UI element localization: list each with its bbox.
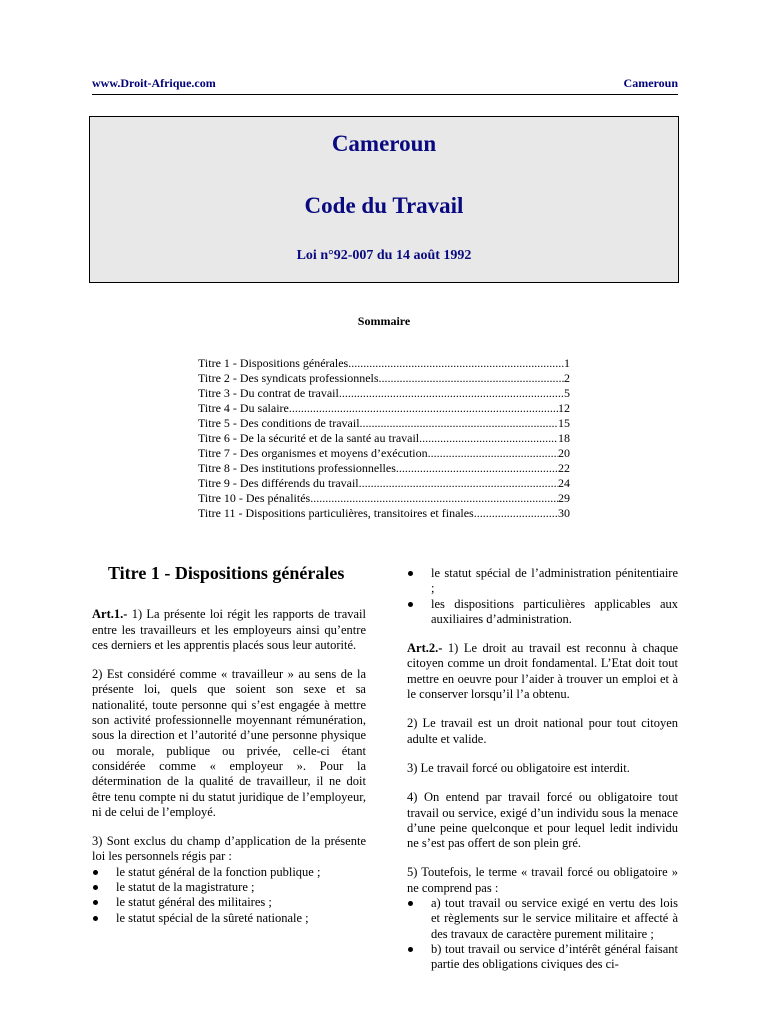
toc-item[interactable]: [198, 446, 570, 461]
toc-label: Titre 9 - Des différends du travail: [198, 476, 359, 490]
right-column: [407, 566, 678, 987]
toc-leader: [310, 491, 558, 506]
toc-item[interactable]: [198, 476, 570, 491]
article-paragraph: [92, 607, 366, 653]
exception-list: [407, 896, 678, 972]
toc-page: 20: [558, 446, 570, 460]
toc-item[interactable]: [198, 491, 570, 506]
list-item: le statut spécial de l’administration pénitentiaire ;: [407, 566, 678, 597]
list-item: le statut de la magistrature ;: [92, 880, 366, 895]
toc-leader: [289, 401, 558, 416]
article-label: Art.2.-: [407, 641, 443, 656]
toc-label: Titre 8 - Des institutions professionnelles: [198, 461, 396, 475]
toc-leader: [348, 356, 564, 371]
toc-leader: [339, 386, 564, 401]
article-paragraph: 2) Est considéré comme « travailleur » au sens de la présente loi, quels que soient son sexe et sa nationalité, toute personne qui s’est engagée à mettre son activité professionnelle moyennant rémunération, sous la direction et l’autorité d’une personne physique ou morale, publique ou privée, celle-ci étant considérée comme « employeur ». Pour la détermination de la qualité de travailleur, il ne doit être tenu compte ni du statut juridique de l’employeur, ni de celui de l’employé.: [92, 667, 366, 819]
article-paragraph: 3) Le travail forcé ou obligatoire est interdit.: [407, 760, 630, 775]
list-item: le statut général de la fonction publique ;: [92, 865, 366, 880]
toc-label: Titre 2 - Des syndicats professionnels: [198, 371, 379, 385]
toc-leader: [360, 416, 558, 431]
left-column: [92, 563, 366, 940]
toc-item[interactable]: [198, 371, 570, 386]
exclusion-list-continued: [407, 566, 678, 627]
article-paragraph: 4) On entend par travail forcé ou obligatoire tout travail ou service, exigé d’un individu sous la menace d’une peine quelconque et pour lequel ledit individu ne s’est pas offert de son plein gré.: [407, 790, 678, 851]
toc-item[interactable]: [198, 461, 570, 476]
article-text: 1) Le droit au travail est reconnu à chaque citoyen comme un droit fondamental. L’Etat doit tout mettre en oeuvre pour l’aider à trouver un emploi et à le conserver lorsqu’il l’a obtenu.: [407, 641, 678, 702]
article-paragraph: [407, 641, 678, 702]
article-text: 1) La présente loi régit les rapports de travail entre les travailleurs et les employeurs ainsi qu’entre ces derniers et les apprentis placés sous leur autorité.: [92, 607, 366, 652]
article-paragraph: 2) Le travail est un droit national pour tout citoyen adulte et valide.: [407, 716, 678, 746]
toc-label: Titre 7 - Des organismes et moyens d’exécution: [198, 446, 428, 460]
section-title: Titre 1 - Dispositions générales: [108, 563, 345, 583]
toc-label: Titre 10 - Des pénalités: [198, 491, 311, 505]
toc-page: 22: [558, 461, 570, 475]
page-header: [92, 76, 678, 95]
toc-page: 18: [558, 431, 570, 445]
list-item: le statut général des militaires ;: [92, 895, 366, 910]
header-country: Cameroun: [623, 76, 678, 90]
toc-page: 15: [558, 416, 570, 430]
toc-leader: [379, 371, 564, 386]
toc-page: 12: [558, 401, 570, 415]
toc-page: 1: [564, 356, 570, 370]
toc-label: Titre 5 - Des conditions de travail: [198, 416, 360, 430]
toc-page: 5: [564, 386, 570, 400]
toc-leader: [419, 431, 558, 446]
toc-leader: [396, 461, 558, 476]
toc-page: 29: [558, 491, 570, 505]
article-label: Art.1.-: [92, 607, 128, 622]
document-title: Code du Travail: [304, 193, 464, 218]
toc-item[interactable]: [198, 356, 570, 371]
toc-item[interactable]: [198, 386, 570, 401]
header-website[interactable]: www.Droit-Afrique.com: [92, 76, 216, 90]
toc-label: Titre 6 - De la sécurité et de la santé au travail: [198, 431, 420, 445]
article-paragraph: 5) Toutefois, le terme « travail forcé ou obligatoire » ne comprend pas :: [407, 865, 678, 895]
toc-label: Titre 1 - Dispositions générales: [198, 356, 349, 370]
toc-leader: [474, 506, 558, 521]
toc-page: 30: [558, 506, 570, 520]
toc-page: 24: [558, 476, 570, 490]
toc-item[interactable]: [198, 506, 570, 521]
toc-item[interactable]: [198, 401, 570, 416]
list-item: le statut spécial de la sûreté nationale ;: [92, 911, 366, 926]
table-of-contents: [198, 356, 570, 521]
list-item: a) tout travail ou service exigé en vertu des lois et règlements sur le service militaire et affecté à des travaux de caractère purement militaire ;: [407, 896, 678, 942]
sommaire-heading: Sommaire: [357, 314, 411, 328]
toc-page: 2: [564, 371, 570, 385]
toc-label: Titre 11 - Dispositions particulières, transitoires et finales: [198, 506, 474, 520]
article-paragraph: 3) Sont exclus du champ d’application de la présente loi les personnels régis par :: [92, 834, 366, 864]
toc-leader: [428, 446, 558, 461]
toc-item[interactable]: [198, 416, 570, 431]
law-reference: Loi n°92-007 du 14 août 1992: [296, 248, 472, 263]
toc-label: Titre 4 - Du salaire: [198, 401, 289, 415]
title-box: [89, 116, 679, 283]
list-item: les dispositions particulières applicables aux auxiliaires d’administration.: [407, 597, 678, 628]
toc-item[interactable]: [198, 431, 570, 446]
document-country: Cameroun: [331, 131, 437, 156]
list-item: b) tout travail ou service d’intérêt général faisant partie des obligations civiques des ci-: [407, 942, 678, 973]
exclusion-list: [92, 865, 366, 926]
toc-leader: [359, 476, 558, 491]
toc-label: Titre 3 - Du contrat de travail: [198, 386, 339, 400]
